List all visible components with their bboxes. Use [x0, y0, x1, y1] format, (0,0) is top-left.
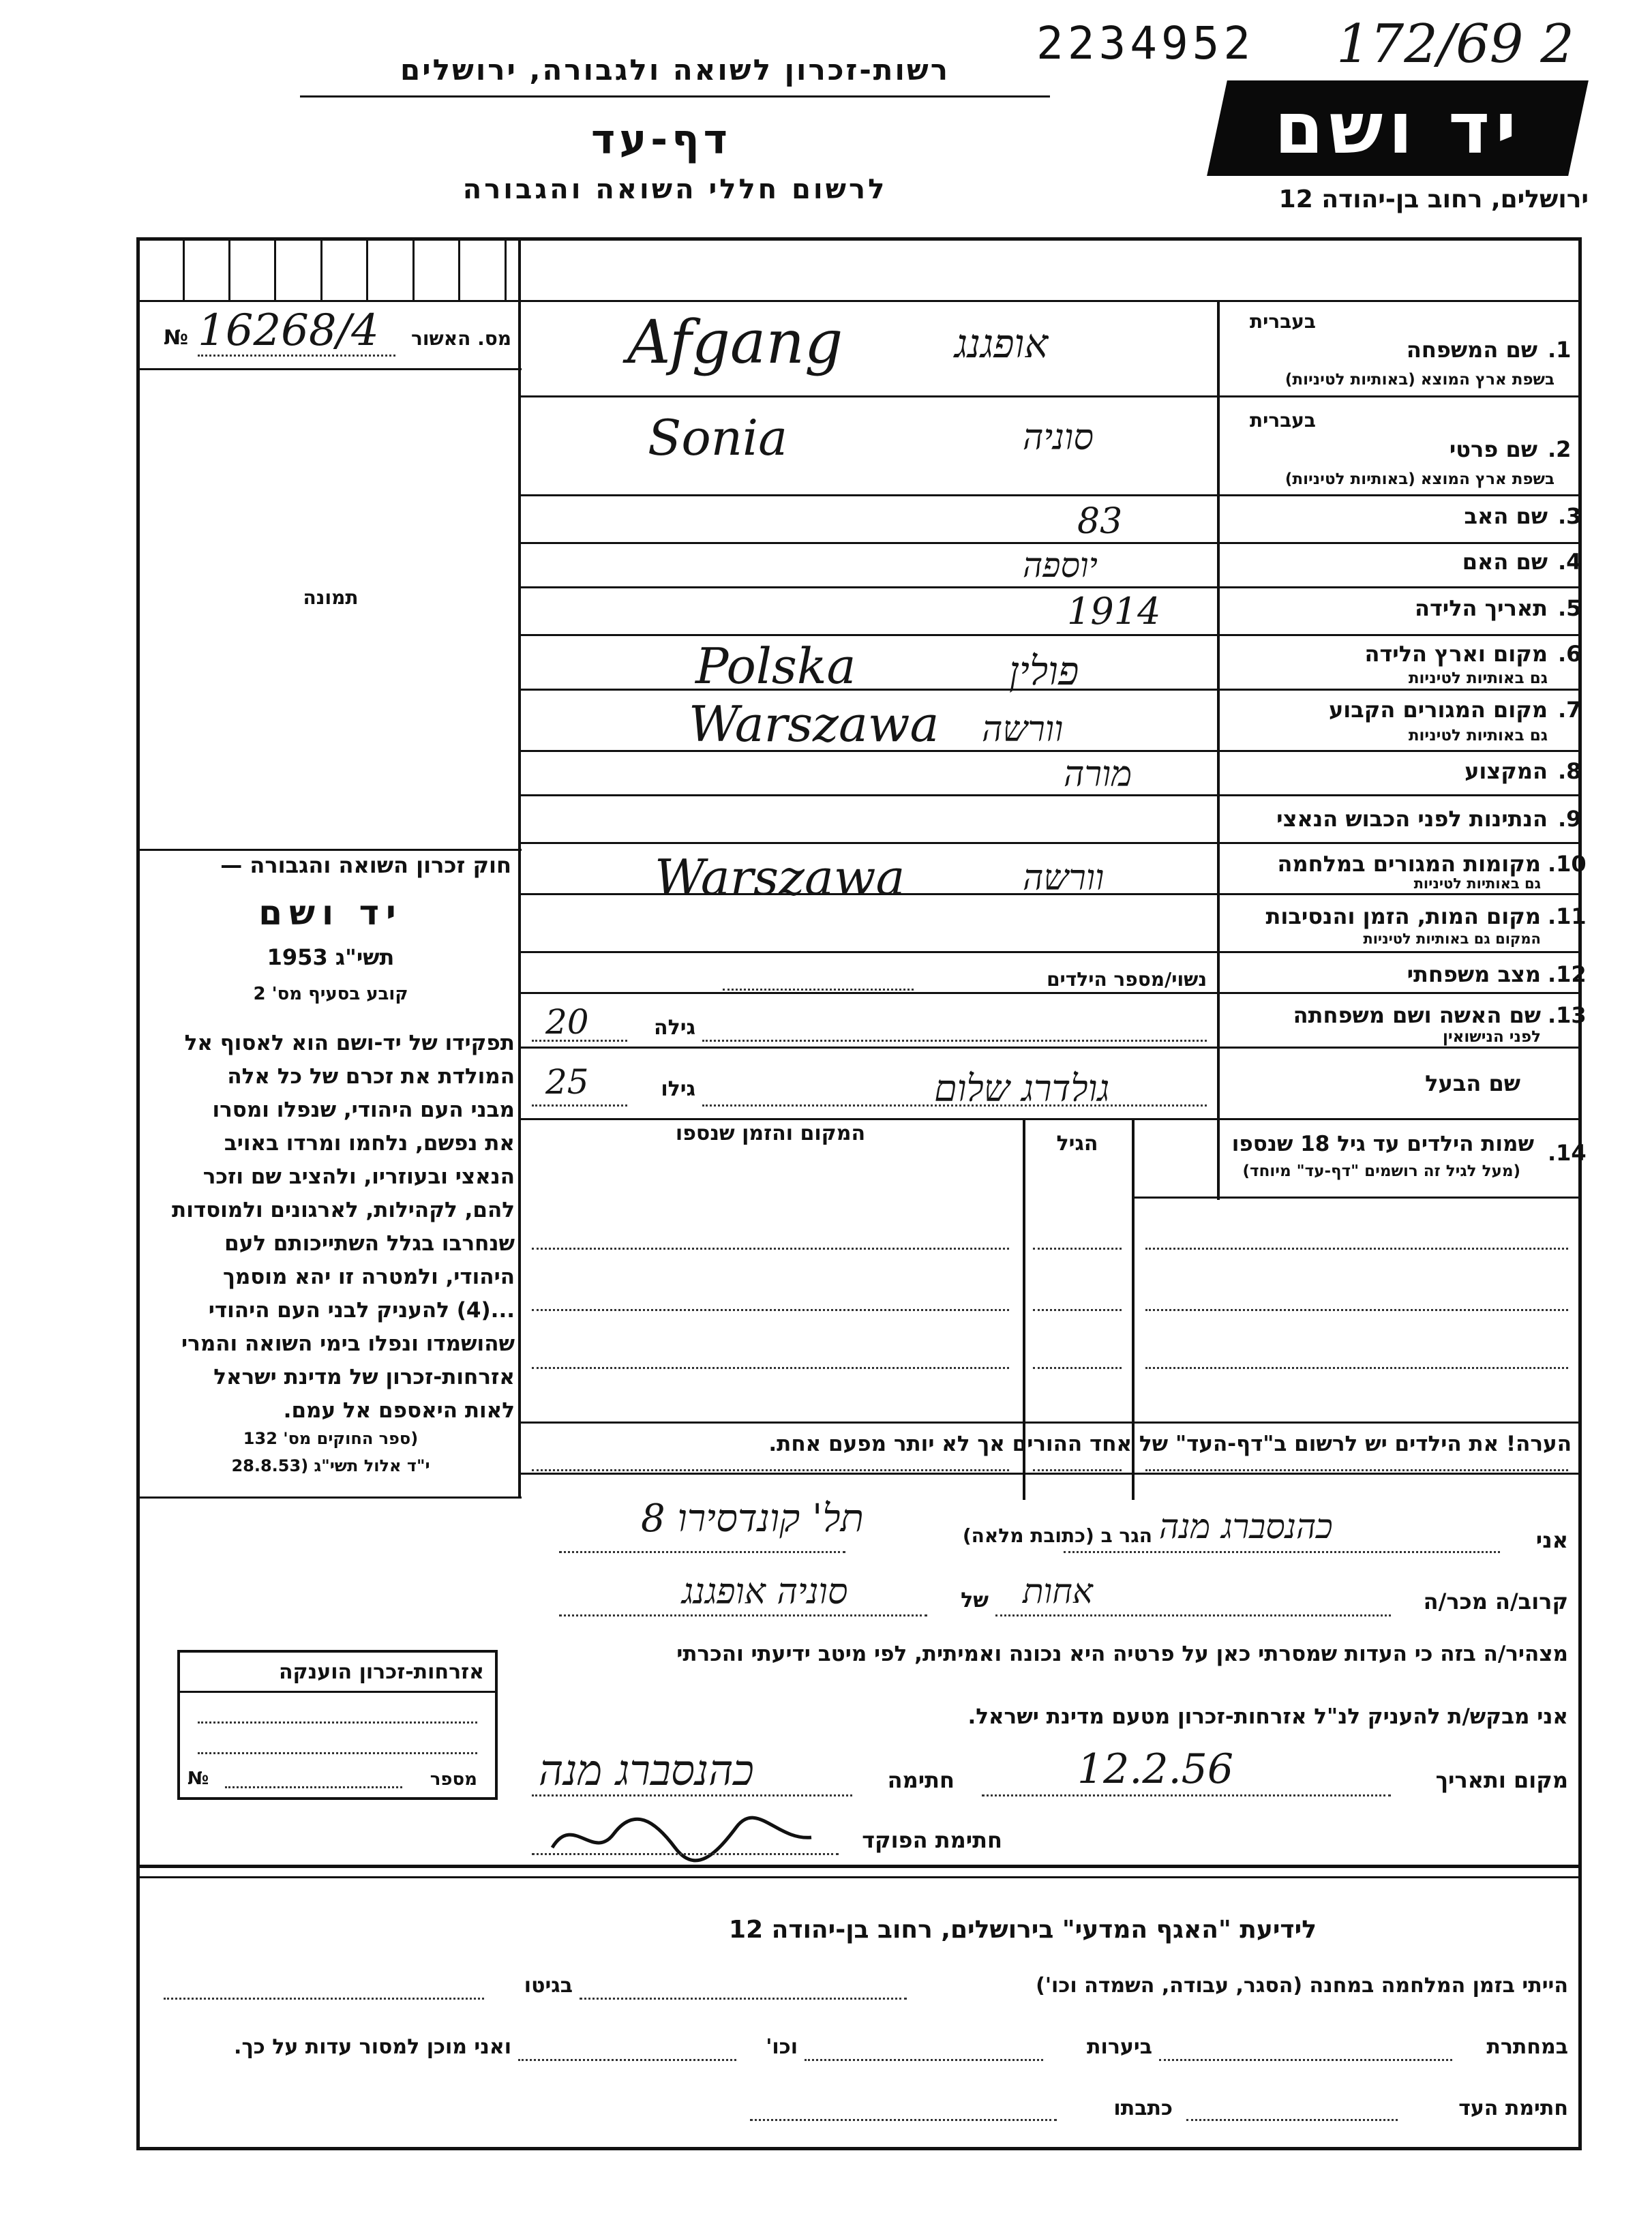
husband-age-label: גילו	[661, 1077, 695, 1101]
field-1-hebrew-tag: בעברית	[1249, 310, 1316, 333]
law-text-line: מבני העם היהודי, שנפלו ומסרו	[212, 1098, 515, 1122]
law-name: יד ושם	[258, 893, 403, 933]
field-1-latin-note: בשפת ארץ המוצא (באותיות לטיניות)	[1285, 371, 1555, 389]
field-2-hebrew-tag: בעברית	[1249, 409, 1316, 432]
bottom-ghetto: בגיטו	[524, 1974, 573, 1998]
signature-value[interactable]: כהנסברג מנה	[539, 1745, 754, 1795]
field-2-hebrew-value[interactable]: סוניה	[1023, 417, 1094, 458]
field-6-label: מקום וארץ הלידה	[1364, 641, 1548, 667]
relation-value[interactable]: אחות	[1023, 1571, 1093, 1611]
field-10-number: 10.	[1548, 851, 1587, 877]
law-clause: קובע בסעיף מס' 2	[253, 984, 408, 1004]
field-2-latin-note: בשפת ארץ המוצא (באותיות לטיניות)	[1285, 470, 1555, 488]
citizenship-box-title: אזרחות-זכרון הוענקה	[278, 1660, 484, 1684]
approval-label: מס. האשור	[411, 327, 511, 350]
bottom-address: כתבתו	[1113, 2096, 1173, 2120]
header-address: ירושלים, רחוב בן-יהודה 12	[1278, 185, 1589, 213]
law-text-line: המולדת את זכרם של כל אלה	[227, 1064, 515, 1089]
date-value[interactable]: 12.2.56	[1077, 1745, 1234, 1793]
place-date-label: מקום ותאריך	[1435, 1767, 1568, 1793]
field-7-number: 7.	[1558, 697, 1582, 723]
field-5-label: תאריך הלידה	[1414, 595, 1548, 621]
field-10-label: מקומות המגורים במלחמה	[1277, 851, 1541, 877]
field-1-number: 1.	[1548, 337, 1572, 363]
officer-signature	[545, 1807, 818, 1868]
bottom-forests: ביערות	[1087, 2035, 1152, 2059]
field-2-latin-value[interactable]: Sonia	[648, 409, 787, 466]
field-1-hebrew-value[interactable]: אופגנג	[955, 320, 1049, 367]
field-8-label: המקצוע	[1465, 758, 1548, 784]
field-13-label: שם האשה ושם משפחתה	[1293, 1002, 1541, 1028]
law-text-line: לאות היאספם אל עמם.	[283, 1398, 515, 1423]
relation-of-label: של	[961, 1589, 989, 1612]
field-6-latin-value[interactable]: Polska	[695, 637, 856, 695]
wife-age-label: גילה	[654, 1016, 695, 1040]
citizenship-number-label: מספר	[430, 1769, 477, 1790]
law-text-line: שנחרבו בגלל השתייכותם לעם	[224, 1231, 515, 1256]
law-text-line: את נפשם, נלחמו ומרדו באויב	[224, 1131, 515, 1156]
law-title: חוק זכרון השואה והגבורה —	[220, 852, 511, 878]
declarant-name[interactable]: כהנסברג מנה	[1159, 1507, 1333, 1546]
field-7-hebrew-value[interactable]: וורשה	[982, 709, 1064, 750]
form-title: דף-עד	[591, 116, 732, 164]
field-6-number: 6.	[1558, 641, 1582, 667]
children-place-header: המקום והזמן שנספו	[675, 1122, 866, 1145]
law-text-line: ...(4) להעניק לבני העם היהודי	[208, 1298, 515, 1323]
bottom-title: לידיעת "האגף המדעי" בירושלים, רחוב בן-יהודה 12	[729, 1916, 1317, 1944]
authority-name: רשות-זכרון לשואה ולגבורה, ירושלים	[400, 53, 950, 87]
law-year: תשי"ג 1953	[267, 944, 395, 970]
approval-no-mark: №	[164, 326, 189, 350]
field-3-value[interactable]: 83	[1077, 501, 1123, 542]
field-5-number: 5.	[1558, 595, 1582, 621]
field-2-number: 2.	[1548, 436, 1572, 462]
field-14-number: 14.	[1548, 1140, 1587, 1166]
handwritten-reference: 172/69 2	[1336, 14, 1574, 75]
field-10-latin-value[interactable]: Warszawa	[655, 849, 905, 906]
law-text-line: שהושמדו ונפלו בימי השואה והמרי	[181, 1332, 515, 1356]
law-ref-1: (ספר החוקים מס' 132	[243, 1429, 419, 1448]
remark-text: הערה! את הילדים יש לרשום ב"דף-העד" של אחד ההורים אך לא יותר מפעם אחת.	[768, 1432, 1572, 1456]
officer-signature-label: חתימת הפוקד	[862, 1827, 1002, 1853]
field-3-number: 3.	[1558, 503, 1582, 529]
children-note: (מעל לגיל זה רושמים "דף-עד" מיוחד)	[1242, 1162, 1520, 1180]
field-11-latin-note: המקום גם באותיות לטיניות	[1363, 931, 1541, 947]
bottom-underground: במחתרת	[1486, 2035, 1568, 2059]
field-11-number: 11.	[1548, 903, 1587, 929]
law-text-line: אזרחות-זכרון של מדינת ישראל	[213, 1365, 515, 1389]
logo-text: יד ושם	[1274, 87, 1522, 170]
relation-label: קרוב/ה מכר/ה	[1423, 1589, 1568, 1614]
field-2-label: שם פרטי	[1449, 436, 1537, 462]
field-12-label: מצב משפחתי	[1407, 961, 1541, 987]
husband-age-value[interactable]: 25	[545, 1062, 589, 1102]
field-7-latin-note: גם באותיות לטיניות	[1408, 727, 1548, 744]
field-1-label: שם המשפחה	[1406, 337, 1537, 363]
field-6-latin-note: גם באותיות לטיניות	[1408, 670, 1548, 687]
declaration-i-label: אני	[1535, 1527, 1568, 1553]
field-11-label: מקום המות, הזמן והנסיבות	[1265, 903, 1541, 929]
field-10-latin-note: גם באותיות לטיניות	[1413, 875, 1541, 892]
field-4-number: 4.	[1558, 549, 1582, 575]
field-10-hebrew-value[interactable]: וורשה	[1023, 858, 1105, 899]
approval-number: 16268/4	[198, 305, 379, 356]
field-9-label: הנתינות לפני הכבוש הנאצי	[1276, 806, 1548, 832]
declaration-statement: מצהיר/ה בזה כי העדות שמסרתי כאן על פרטיה היא נכונה ואמיתית, לפי מיטב ידיעתי והכרתי	[676, 1642, 1568, 1666]
field-3-label: שם האב	[1464, 503, 1548, 529]
law-ref-2: י"ד אלול תשי"ג (28.8.53	[231, 1456, 430, 1475]
field-4-label: שם האם	[1462, 549, 1548, 575]
photo-label: תמונה	[303, 586, 359, 609]
bottom-etc: וכו'	[766, 2035, 798, 2059]
law-text-line: תפקידו של יד-ושם הוא לאסוף אל	[184, 1031, 515, 1055]
field-8-number: 8.	[1558, 758, 1582, 784]
field-4-value[interactable]: יוספה	[1023, 545, 1098, 585]
form-subtitle: לרשום חללי השואה והגבורה	[462, 174, 888, 205]
yad-vashem-logo	[1207, 80, 1589, 176]
declaration-address-label: הגר ב (כתובת מלאה)	[962, 1524, 1152, 1547]
law-text-line: היהודי, ולמטרה זו יהא מוסמך	[222, 1265, 515, 1289]
field-7-latin-value[interactable]: Warszawa	[689, 695, 940, 753]
field-1-latin-value[interactable]: Afgang	[627, 307, 843, 377]
field-8-value[interactable]: מורה	[1064, 754, 1132, 795]
field-12-number: 12.	[1548, 961, 1587, 987]
field-7-label: מקום המגורים הקבוע	[1328, 697, 1548, 723]
field-5-value[interactable]: 1914	[1067, 590, 1161, 633]
declaration-request: אני מבקש/ת להעניק לנ"ל אזרחות-זכרון מטעם מדינת ישראל.	[967, 1704, 1568, 1729]
law-text-line: הנאצי ובעוזריו, ולהציב שם וזכר	[202, 1164, 515, 1189]
bottom-line-1: הייתי בזמן המלחמה במחנה (הסגר, עבודה, השמדה וכו')	[1036, 1974, 1568, 1998]
citizenship-no-mark: №	[187, 1769, 209, 1789]
bottom-witness-signature: חתימת העד	[1458, 2096, 1568, 2120]
signature-label: חתימה	[887, 1767, 955, 1793]
bottom-testimony: ואני מוכן למסור עדות על כך.	[234, 2035, 511, 2059]
relation-subject-name[interactable]: סוניה אופגנג	[682, 1571, 848, 1612]
law-text-line: להם, לקהילות, לארגונים ולמוסדות	[172, 1198, 515, 1222]
field-9-number: 9.	[1558, 806, 1582, 832]
declarant-address[interactable]: תל' קונדסירו 8	[641, 1496, 864, 1541]
field-13-sublabel: לפני הנישואין	[1443, 1028, 1541, 1046]
children-age-header: הגיל	[1056, 1132, 1098, 1156]
children-label: שמות הילדים עד גיל 18 שנספו	[1231, 1132, 1534, 1156]
field-13-number: 13.	[1548, 1002, 1587, 1028]
serial-number: 2234952	[1036, 17, 1255, 70]
field-6-hebrew-value[interactable]: פולין	[1009, 648, 1079, 694]
husband-name-value[interactable]: גולדרג שלום	[934, 1067, 1110, 1110]
wife-age-value[interactable]: 20	[545, 1002, 589, 1042]
field-12-value: נשוי/מספר הילדים	[1047, 968, 1207, 991]
husband-label: שם הבעל	[1425, 1070, 1520, 1096]
